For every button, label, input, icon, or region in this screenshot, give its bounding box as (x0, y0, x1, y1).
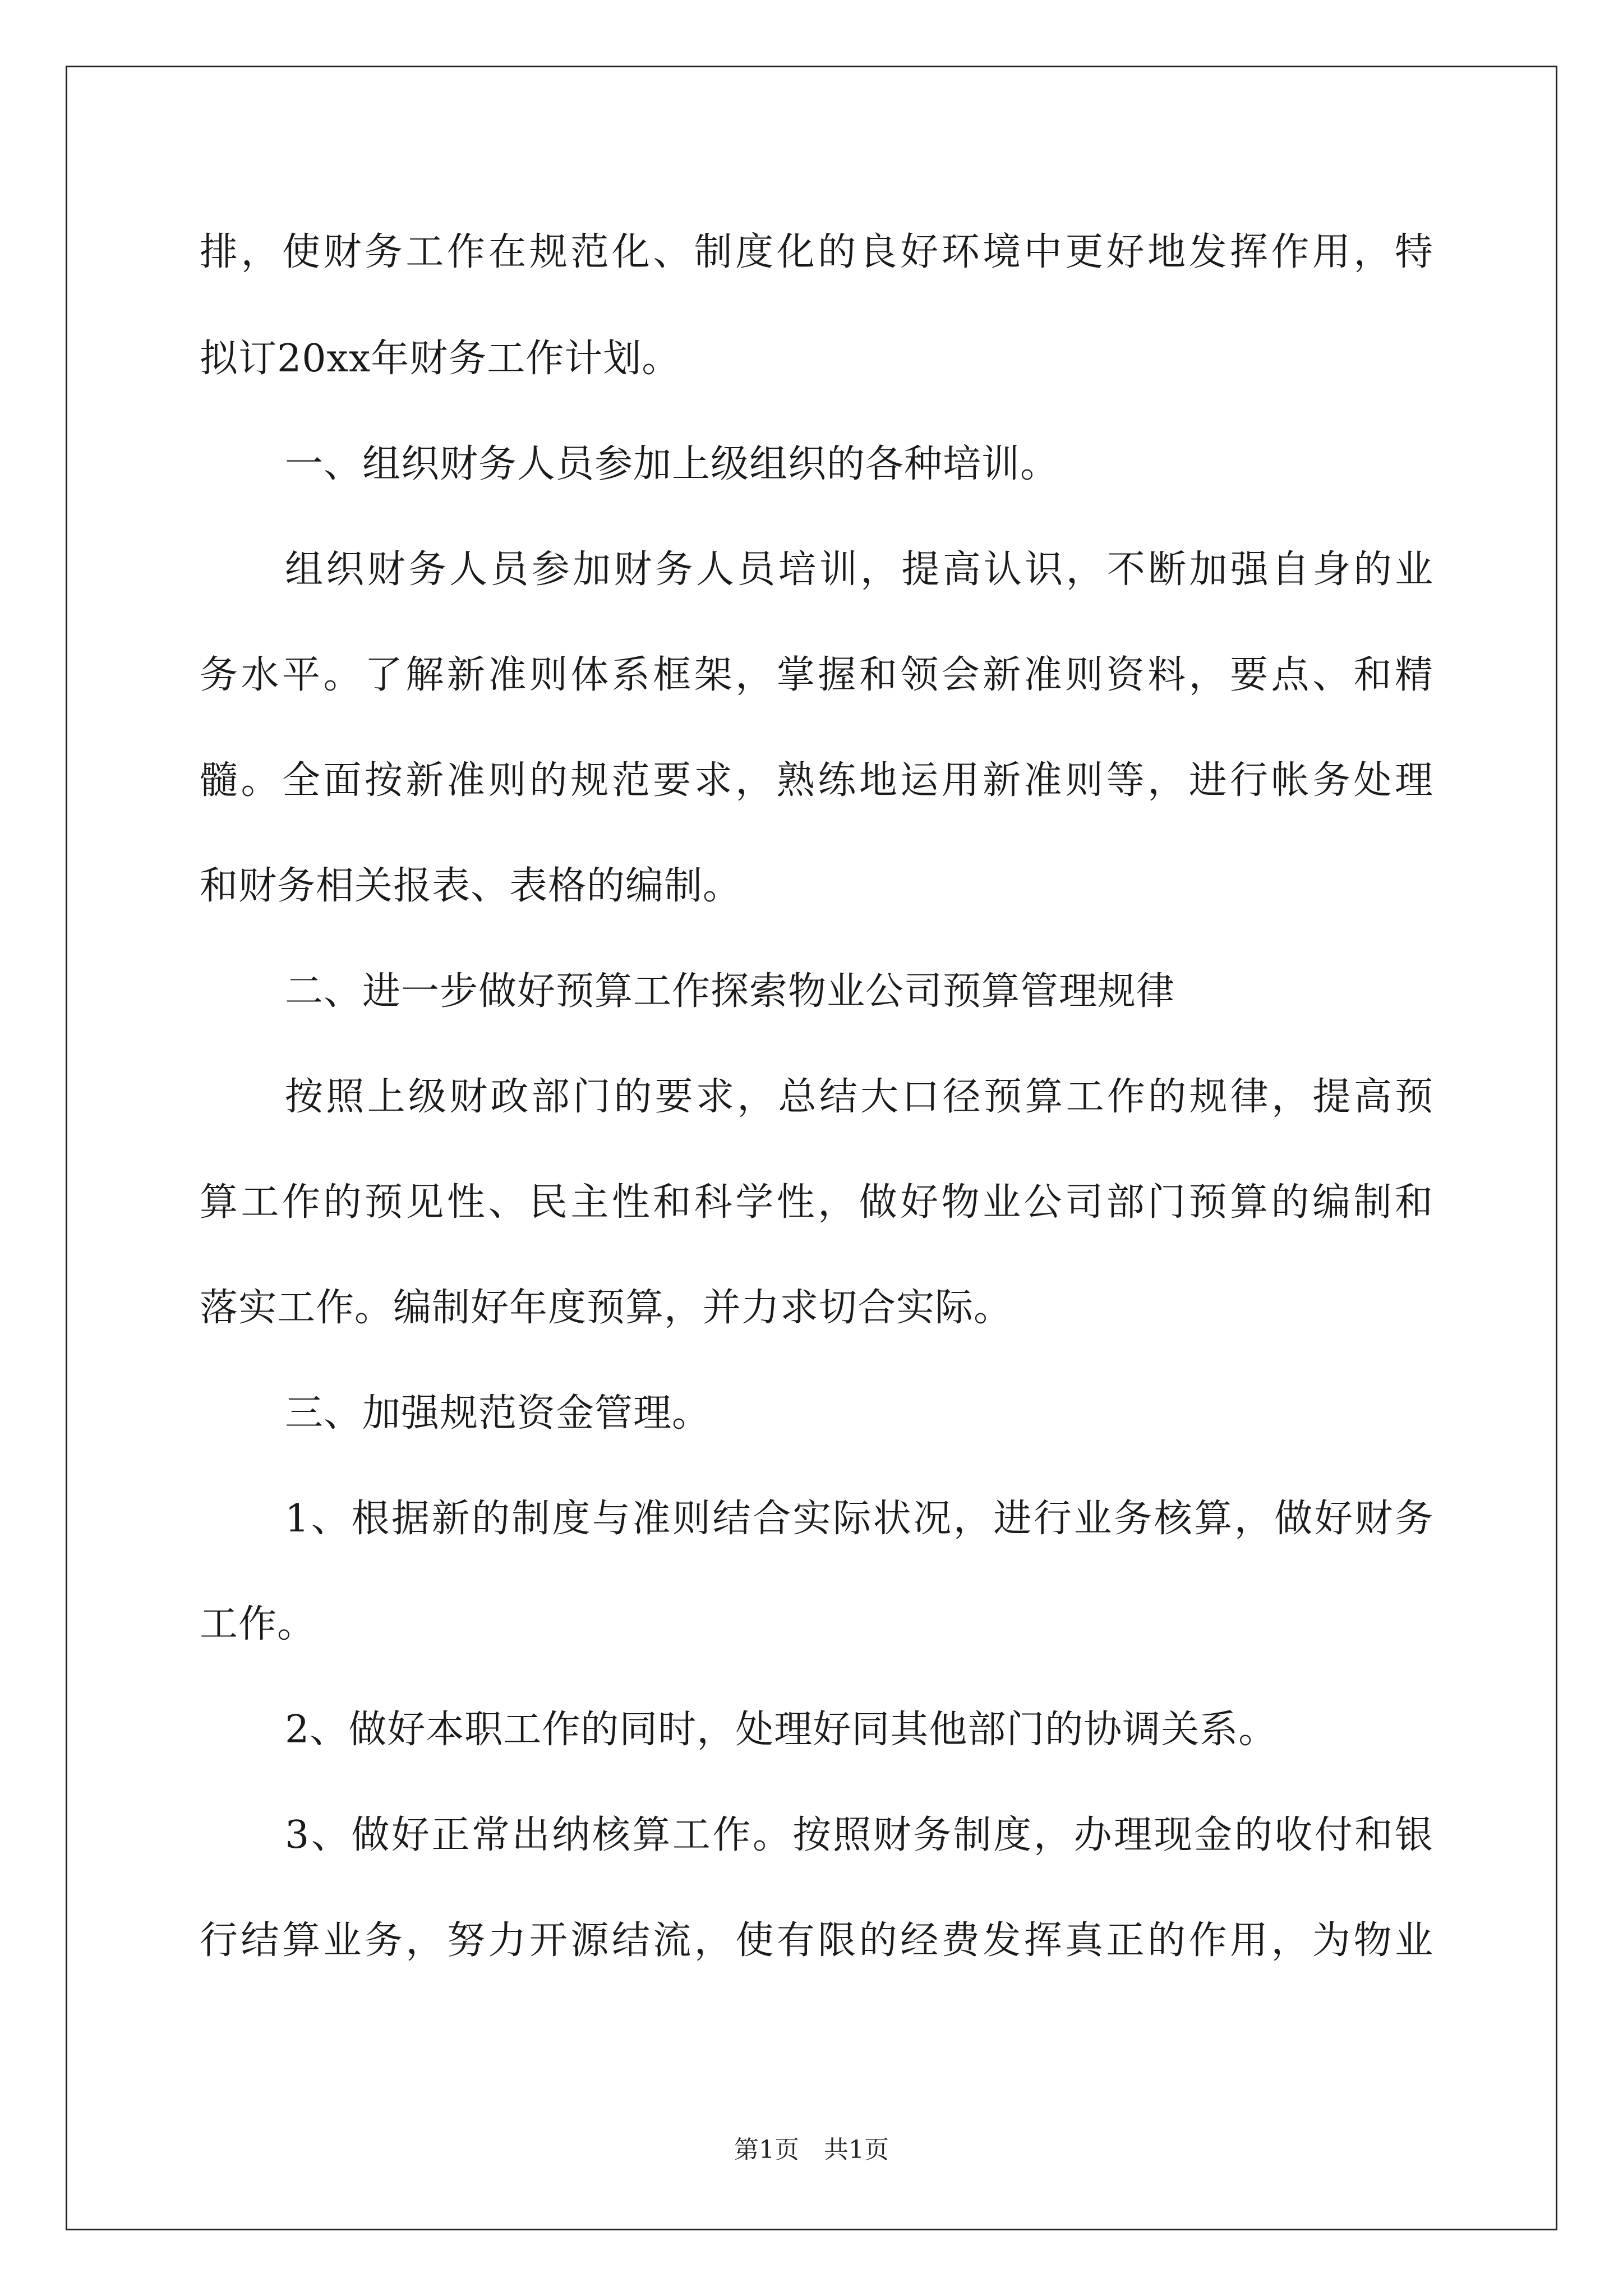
line-text: 拟订20xx年财务工作计划。 (200, 337, 681, 381)
line-text: 和财务相关报表、表格的编制。 (200, 864, 742, 908)
page-footer: 第1页 共1页 (734, 2136, 889, 2164)
heading-text: 一、组织财务人员参加上级组织的各种培训。 (285, 442, 1059, 486)
line-text: 1、根据新的制度与准则结合实际状况，进行业务核算，做好财务 (285, 1497, 1433, 1541)
line-text: 算工作的预见性、民主性和科学性，做好物业公司部门预算的编制和 (200, 1180, 1433, 1225)
line-text: 工作。 (200, 1602, 316, 1646)
line-text: 组织财务人员参加财务人员培训，提高认识，不断加强自身的业 (285, 547, 1433, 592)
line-text: 2、做好本职工作的同时，处理好同其他部门的协调关系。 (285, 1708, 1278, 1752)
page-border (66, 66, 1557, 2230)
line-text: 髓。全面按新准则的规范要求，熟练地运用新准则等，进行帐务处理 (200, 758, 1433, 803)
line-text: 务水平。了解新准则体系框架，掌握和领会新准则资料，要点、和精 (200, 653, 1433, 697)
line-text: 落实工作。编制好年度预算，并力求切合实际。 (200, 1286, 1013, 1330)
line-text: 行结算业务，努力开源结流，使有限的经费发挥真正的作用，为物业 (200, 1918, 1433, 1963)
heading-text: 二、进一步做好预算工作探索物业公司预算管理规律 (285, 969, 1175, 1014)
line-text: 3、做好正常出纳核算工作。按照财务制度，办理现金的收付和银 (285, 1813, 1433, 1857)
heading-text: 三、加强规范资金管理。 (285, 1391, 711, 1435)
line-text: 排，使财务工作在规范化、制度化的良好环境中更好地发挥作用，特 (200, 230, 1433, 274)
line-text: 按照上级财政部门的要求，总结大口径预算工作的规律，提高预 (285, 1075, 1433, 1119)
